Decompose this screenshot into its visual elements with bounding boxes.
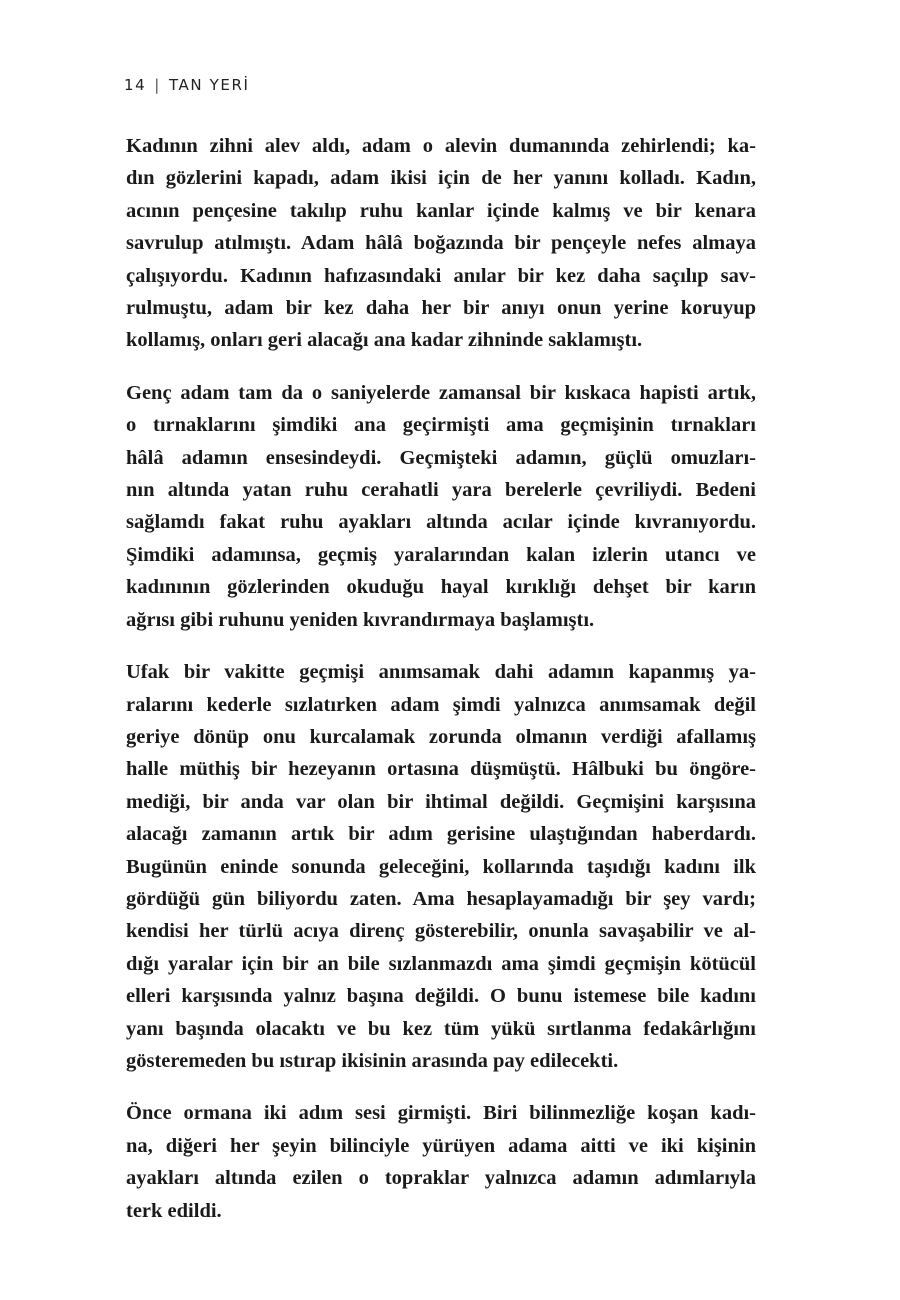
text-line: Kadının zihni alev aldı, adam o alevin dumanında zehirlendi; ka- xyxy=(126,135,756,157)
paragraph xyxy=(126,377,756,636)
text-line: nın altında yatan ruhu cerahatli yara berelerle çevriliydi. Bedeni xyxy=(126,479,756,502)
text-line: alacağı zamanın artık bir adım gerisine ulaştığından haberdardı. xyxy=(126,823,756,846)
text-line: savrulup atılmıştı. Adam hâlâ boğazında bir pençeyle nefes almaya xyxy=(126,232,756,255)
text-line: dın gözlerini kapadı, adam ikisi için de her yanını kolladı. Kadın, xyxy=(126,167,756,190)
text-line: Ufak bir vakitte geçmişi anımsamak dahi adamın kapanmış ya- xyxy=(126,661,756,684)
text-line: terk edildi. xyxy=(126,1199,222,1222)
page-number: 14 xyxy=(124,76,147,94)
text-line: dığı yaralar için bir an bile sızlanmazdı ama şimdi geçmişin kötücül xyxy=(126,952,756,975)
paragraph xyxy=(126,656,756,1077)
text-line: o tırnaklarını şimdiki ana geçirmişti ama geçmişinin tırnakları xyxy=(126,414,756,437)
text-line: gösteremeden bu ıstırap ikisinin arasında pay edilecekti. xyxy=(126,1049,619,1072)
body-text xyxy=(126,130,756,1247)
text-line: yanı başında olacaktı ve bu kez tüm yükü sırtlanma fedakârlığını xyxy=(126,1017,756,1040)
text-line: acının pençesine takılıp ruhu kanlar içinde kalmış ve bir kenara xyxy=(126,199,756,222)
text-line: elleri karşısında yalnız başına değildi. O bunu istemese bile kadını xyxy=(126,985,756,1008)
text-line: Genç adam tam da o saniyelerde zamansal bir kıskaca hapisti artık, xyxy=(126,381,756,404)
text-line: kadınının gözlerinden okuduğu hayal kırıklığı dehşet bir karın xyxy=(126,576,756,599)
text-line: Şimdiki adamınsa, geçmiş yaralarından kalan izlerin utancı ve xyxy=(126,543,756,566)
text-line: Bugünün eninde sonunda geleceğini, kollarında taşıdığı kadını ilk xyxy=(126,855,756,878)
paragraph xyxy=(126,130,756,357)
text-line: kendisi her türlü acıya direnç gösterebilir, onunla savaşabilir ve al- xyxy=(126,920,756,943)
text-line: geriye dönüp onu kurcalamak zorunda olmanın verdiği afallamış xyxy=(126,725,756,748)
text-line: gördüğü gün biliyordu zaten. Ama hesaplayamadığı bir şey vardı; xyxy=(126,887,756,910)
text-line: mediği, bir anda var olan bir ihtimal değildi. Geçmişini karşısına xyxy=(126,790,756,813)
text-line: ağrısı gibi ruhunu yeniden kıvrandırmaya başlamıştı. xyxy=(126,608,595,631)
text-line: hâlâ adamın ensesindeydi. Geçmişteki adamın, güçlü omuzları- xyxy=(126,446,756,469)
text-line: sağlamdı fakat ruhu ayakları altında acılar içinde kıvranıyordu. xyxy=(126,511,756,534)
text-line: rulmuştu, adam bir kez daha her bir anıyı onun yerine koruyup xyxy=(126,297,756,320)
text-line: ralarını kederle sızlatırken adam şimdi yalnızca anımsamak değil xyxy=(126,693,756,716)
text-line: na, diğeri her şeyin bilinciyle yürüyen adama aitti ve iki kişinin xyxy=(126,1134,756,1157)
book-title: TAN YERİ xyxy=(168,76,250,94)
paragraph xyxy=(126,1097,756,1227)
text-line: kollamış, onları geri alacağı ana kadar zihninde saklamıştı. xyxy=(126,329,643,352)
running-header xyxy=(124,76,250,94)
text-line: halle müthiş bir hezeyanın ortasına düşmüştü. Hâlbuki bu öngöre- xyxy=(126,758,756,781)
text-line: Önce ormana iki adım sesi girmişti. Biri bilinmezliğe koşan kadı- xyxy=(126,1102,756,1125)
header-separator: | xyxy=(154,76,161,94)
text-line: çalışıyordu. Kadının hafızasındaki anılar bir kez daha saçılıp sav- xyxy=(126,264,756,287)
text-line: ayakları altında ezilen o topraklar yalnızca adamın adımlarıyla xyxy=(126,1167,756,1190)
